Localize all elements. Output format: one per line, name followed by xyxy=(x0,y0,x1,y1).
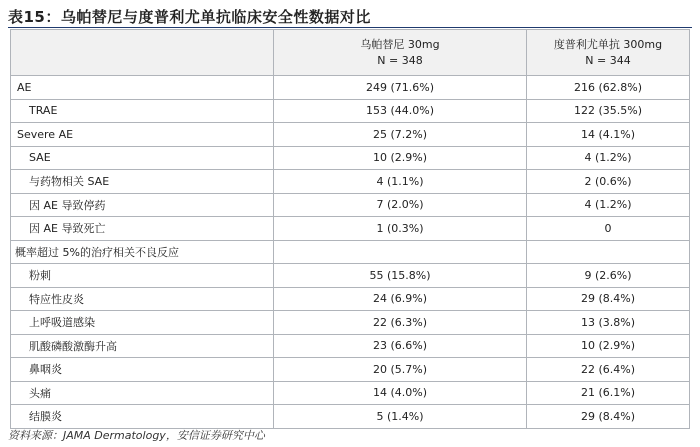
header-dupilumab-n: N = 344 xyxy=(585,53,631,67)
row-label: TRAE xyxy=(11,99,274,123)
safety-data-table xyxy=(10,29,690,429)
value-dupilumab: 21 (6.1%) xyxy=(527,381,690,405)
table-row xyxy=(11,146,690,170)
value-upadacitinib: 14 (4.0%) xyxy=(274,381,527,405)
row-label: SAE xyxy=(11,146,274,170)
value-dupilumab: 22 (6.4%) xyxy=(527,358,690,382)
value-upadacitinib: 10 (2.9%) xyxy=(274,146,527,170)
value-upadacitinib: 5 (1.4%) xyxy=(274,405,527,429)
header-empty-cell xyxy=(11,30,274,76)
header-upadacitinib-n: N = 348 xyxy=(377,53,423,67)
value-upadacitinib: 20 (5.7%) xyxy=(274,358,527,382)
table-row xyxy=(11,193,690,217)
value-dupilumab: 122 (35.5%) xyxy=(527,99,690,123)
value-upadacitinib: 7 (2.0%) xyxy=(274,193,527,217)
table-row xyxy=(11,123,690,147)
value-dupilumab: 29 (8.4%) xyxy=(527,287,690,311)
table-row xyxy=(11,334,690,358)
value-upadacitinib: 1 (0.3%) xyxy=(274,217,527,241)
table-row xyxy=(11,405,690,429)
value-upadacitinib: 25 (7.2%) xyxy=(274,123,527,147)
value-dupilumab: 10 (2.9%) xyxy=(527,334,690,358)
source-note: 资料来源：JAMA Dermatology，安信证券研究中心 xyxy=(8,429,265,442)
value-upadacitinib: 24 (6.9%) xyxy=(274,287,527,311)
value-dupilumab: 2 (0.6%) xyxy=(527,170,690,194)
value-upadacitinib xyxy=(274,240,527,264)
header-upadacitinib xyxy=(274,30,527,76)
header-upadacitinib-drug: 乌帕替尼 30mg xyxy=(360,37,440,51)
row-label: AE xyxy=(11,76,274,100)
table-row xyxy=(11,358,690,382)
table-title: 表15：乌帕替尼与度普利尤单抗临床安全性数据对比 xyxy=(8,8,371,26)
value-dupilumab: 216 (62.8%) xyxy=(527,76,690,100)
table-row xyxy=(11,76,690,100)
row-label: 肌酸磷酸激酶升高 xyxy=(11,334,274,358)
table-header-row xyxy=(11,30,690,76)
value-dupilumab: 0 xyxy=(527,217,690,241)
row-label: Severe AE xyxy=(11,123,274,147)
value-dupilumab: 13 (3.8%) xyxy=(527,311,690,335)
value-upadacitinib: 249 (71.6%) xyxy=(274,76,527,100)
header-dupilumab-drug: 度普利尤单抗 300mg xyxy=(553,37,663,51)
value-dupilumab xyxy=(527,240,690,264)
row-label: 特应性皮炎 xyxy=(11,287,274,311)
row-label: 粉刺 xyxy=(11,264,274,288)
table-row xyxy=(11,381,690,405)
table-row-section xyxy=(11,240,690,264)
value-dupilumab: 14 (4.1%) xyxy=(527,123,690,147)
value-upadacitinib: 55 (15.8%) xyxy=(274,264,527,288)
value-upadacitinib: 22 (6.3%) xyxy=(274,311,527,335)
value-dupilumab: 9 (2.6%) xyxy=(527,264,690,288)
title-rule xyxy=(8,27,692,28)
table-row xyxy=(11,170,690,194)
section-label: 概率超过 5%的治疗相关不良反应 xyxy=(11,240,274,264)
row-label: 因 AE 导致死亡 xyxy=(11,217,274,241)
row-label: 头痛 xyxy=(11,381,274,405)
row-label: 结膜炎 xyxy=(11,405,274,429)
row-label: 与药物相关 SAE xyxy=(11,170,274,194)
row-label: 因 AE 导致停药 xyxy=(11,193,274,217)
value-upadacitinib: 4 (1.1%) xyxy=(274,170,527,194)
row-label: 上呼吸道感染 xyxy=(11,311,274,335)
table-row xyxy=(11,287,690,311)
value-dupilumab: 4 (1.2%) xyxy=(527,146,690,170)
table-row xyxy=(11,311,690,335)
value-upadacitinib: 23 (6.6%) xyxy=(274,334,527,358)
header-dupilumab xyxy=(527,30,690,76)
value-dupilumab: 29 (8.4%) xyxy=(527,405,690,429)
table-row xyxy=(11,217,690,241)
value-upadacitinib: 153 (44.0%) xyxy=(274,99,527,123)
table-row xyxy=(11,99,690,123)
value-dupilumab: 4 (1.2%) xyxy=(527,193,690,217)
row-label: 鼻咽炎 xyxy=(11,358,274,382)
table-row xyxy=(11,264,690,288)
